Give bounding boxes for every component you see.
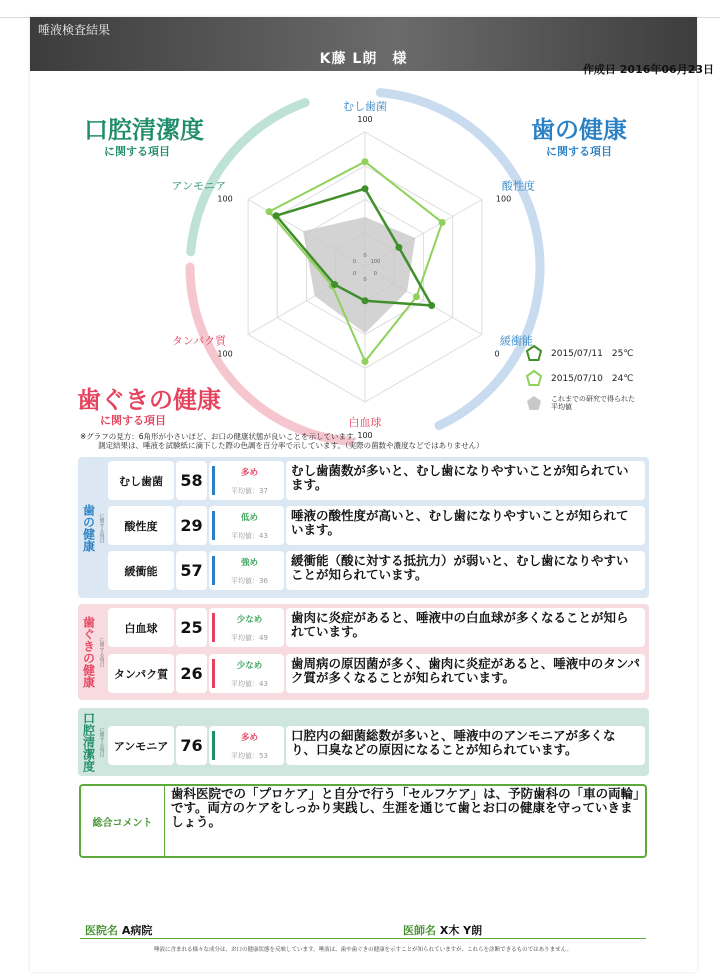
item-level: 多め 平均値：37 <box>209 461 284 500</box>
item-description: 歯肉に炎症があると、唾液中の白血球が多くなることが知られています。 <box>286 608 645 647</box>
center-label-6: 0 <box>353 259 357 265</box>
axis-label-3: 緩衝能 <box>499 334 533 348</box>
created-date: 作成日 2016年06月23日 <box>582 63 714 76</box>
overall-comment-text: 歯科医院での「プロケア」と自分で行う「セルフケア」は、予防歯科の「車の両輪」です。両方のケアをしっかり実践し、生涯を通じて歯とお口の健康を守っていきましょう。 <box>171 786 640 829</box>
series-1-point-3 <box>428 302 435 309</box>
legend-label-average-1: これまでの研究で得られた <box>551 394 635 403</box>
axis-max-label-6: 100 <box>217 194 233 204</box>
teeth-section-label: 歯の健康 に関する項目 <box>81 503 105 552</box>
pentagon-light-icon <box>525 369 543 387</box>
oral-section-label: 口腔清潔度 に関する項目 <box>81 712 105 772</box>
axis-max-label-1: 100 <box>357 115 373 124</box>
item-value: 57 <box>176 551 207 590</box>
legend-label-series-1: 2015/07/11 25℃ <box>551 349 634 359</box>
axis-label-1: むし歯菌 <box>343 100 387 113</box>
center-label-1: 0 <box>363 253 367 259</box>
legend-item-series-2 <box>525 365 685 390</box>
item-name: 酸性度 <box>108 506 174 545</box>
item-description: 歯周病の原因菌が多く、歯肉に炎症があると、唾液中のタンパク質が多くなることが知られています。 <box>286 654 645 693</box>
item-description: 緩衝能（酸に対する抵抗力）が弱いと、むし歯になりやすいことが知られています。 <box>286 551 645 590</box>
item-description: 唾液の酸性度が高いと、むし歯になりやすいことが知られています。 <box>286 506 645 545</box>
result-row-white-blood-cells <box>108 608 645 647</box>
axis-label-5: タンパク質 <box>171 334 227 348</box>
pentagon-gray-icon <box>525 394 543 412</box>
item-value: 76 <box>176 726 207 765</box>
item-level: 低め 平均値：43 <box>209 506 284 545</box>
axis-max-label-3: 0 <box>494 349 500 359</box>
item-name: タンパク質 <box>108 654 174 693</box>
axis-max-label-5: 100 <box>217 349 233 359</box>
item-name: むし歯菌 <box>108 461 174 500</box>
gum-health-subtitle: に関する項目 <box>100 414 166 427</box>
gum-section-label: 歯ぐきの健康 に関する項目 <box>81 616 105 688</box>
footer-divider <box>80 938 646 939</box>
legend-item-average <box>525 390 685 415</box>
item-name: 緩衝能 <box>108 551 174 590</box>
series-2-point-4 <box>362 358 369 365</box>
axis-label-4: 白血球 <box>348 416 382 429</box>
result-row-ammonia <box>108 726 645 765</box>
series-2-point-6 <box>266 208 273 215</box>
pentagon-dark-icon <box>525 344 543 362</box>
teeth-health-subtitle: に関する項目 <box>546 145 612 158</box>
item-description: 口腔内の細菌総数が多いと、唾液中のアンモニアが多くなり、口臭などの原因になることが知られています。 <box>286 726 645 765</box>
patient-name: K藤 L朗 様 <box>319 51 408 67</box>
center-label-3: 0 <box>373 271 377 277</box>
axis-max-label-2: 100 <box>495 194 512 204</box>
series-2-point-3 <box>413 293 420 300</box>
axis-label-6: アンモニア <box>171 179 227 193</box>
series-2-point-1 <box>362 158 369 165</box>
series-1-point-4 <box>362 297 369 304</box>
disclaimer: 唾液に含まれる様々な成分は、お口の健康状態を反映しています。唾液は、歯や歯ぐきの健康を示すことが知られていますが、これらを診断できるものではありません。 <box>154 947 572 953</box>
gum-section <box>78 604 649 700</box>
axis-max-label-4: 100 <box>357 431 373 440</box>
item-value: 29 <box>176 506 207 545</box>
oral-cleanliness-subtitle: に関する項目 <box>104 145 170 158</box>
chart-legend <box>525 340 685 415</box>
item-description: むし歯菌数が多いと、むし歯になりやすいことが知られています。 <box>286 461 645 500</box>
legend-item-series-1 <box>525 340 685 365</box>
item-level: 少なめ 平均値：49 <box>209 608 284 647</box>
clinic-name: 医院名 A病院 <box>85 924 153 937</box>
item-value: 26 <box>176 654 207 693</box>
teeth-section <box>78 457 649 598</box>
overall-comment-label: 総合コメント <box>81 786 165 856</box>
document-title: 唾液検査結果 <box>38 23 111 37</box>
teeth-health-title: 歯の健康 <box>531 116 627 144</box>
gum-health-title: 歯ぐきの健康 <box>77 386 221 414</box>
series-1-point-1 <box>362 185 369 192</box>
item-value: 58 <box>176 461 207 500</box>
chart-note <box>80 432 484 450</box>
result-row-buffer-capacity <box>108 551 645 590</box>
item-level: 多め 平均値：53 <box>209 726 284 765</box>
center-label-5: 0 <box>353 271 357 277</box>
overall-comment <box>79 784 647 858</box>
result-row-acidity <box>108 506 645 545</box>
item-name: 白血球 <box>108 608 174 647</box>
series-1-point-5 <box>331 281 338 288</box>
item-level: 少なめ 平均値：43 <box>209 654 284 693</box>
item-value: 25 <box>176 608 207 647</box>
result-row-protein <box>108 654 645 693</box>
center-label-4: 0 <box>363 277 367 283</box>
series-2-point-2 <box>439 219 446 226</box>
doctor-name: 医師名 X木 Y朗 <box>403 924 483 937</box>
oral-cleanliness-title: 口腔清潔度 <box>84 116 204 144</box>
oral-section <box>78 708 649 776</box>
series-1-point-2 <box>395 244 402 251</box>
chart-note-line-1: ※グラフの見方：6角形が小さいほど、お口の健康状態が良いことを示しています。 <box>80 432 361 441</box>
center-label-2: 100 <box>370 259 381 265</box>
result-row-caries-bacteria <box>108 461 645 500</box>
axis-label-2: 酸性度 <box>501 179 535 193</box>
series-1-point-6 <box>273 212 280 219</box>
item-level: 強め 平均値：36 <box>209 551 284 590</box>
legend-label-average-2: 平均値 <box>551 402 572 411</box>
chart-note-line-2: 測定結果は、唾液を試験紙に滴下した際の色調を百分率で示しています。（実際の菌数や濃度などではありません） <box>98 441 484 450</box>
item-name: アンモニア <box>108 726 174 765</box>
legend-label-series-2: 2015/07/10 24℃ <box>551 374 634 384</box>
